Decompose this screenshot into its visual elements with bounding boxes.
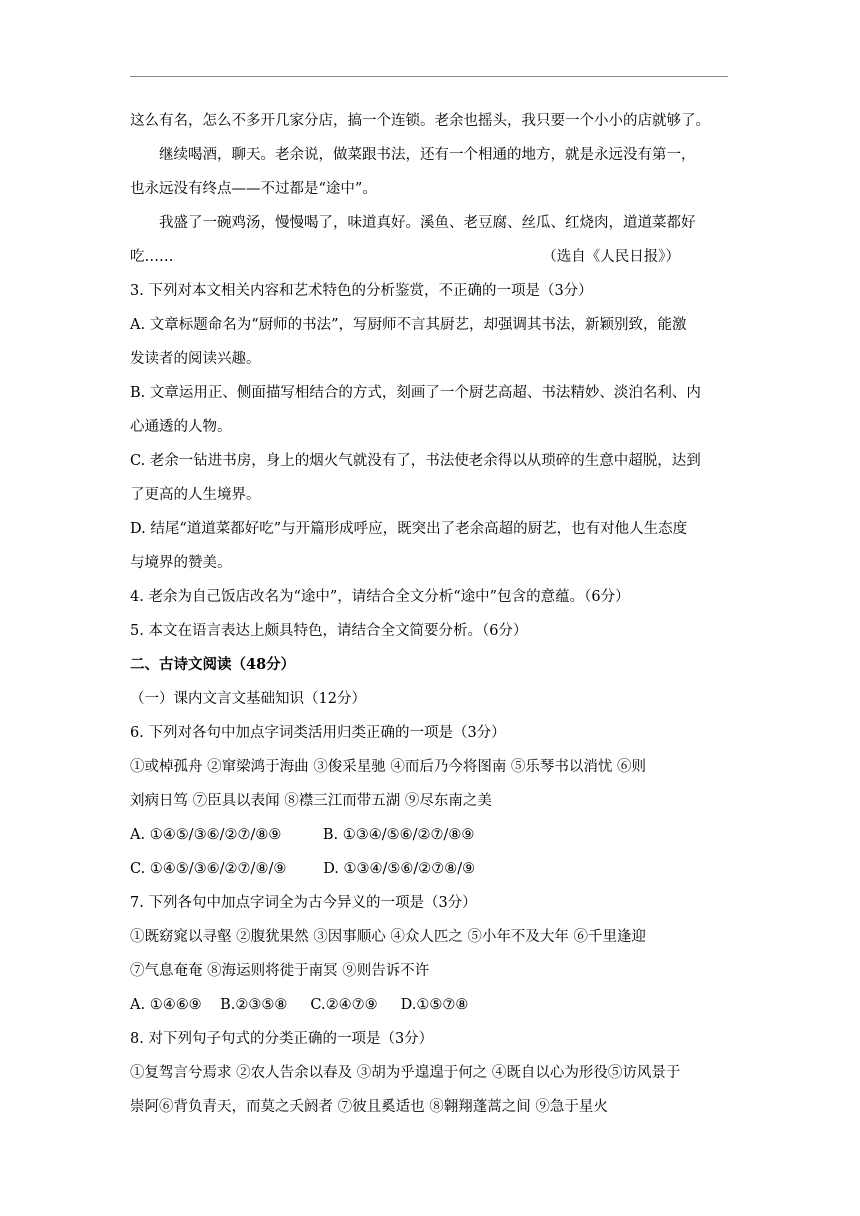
sentence-list: 崇阿⑥背负青天，而莫之夭阏者 ⑦彼且奚适也 ⑧翱翔蓬蒿之间 ⑨急于星火 (130, 1099, 608, 1115)
option-line: 发读者的阅读兴趣。 (130, 351, 261, 367)
sentence-list: ①或棹孤舟 ②窜梁鸿于海曲 ③俊采星驰 ④而后乃今将图南 ⑤乐琴书以消忧 ⑥则 (130, 759, 647, 775)
document-body (130, 104, 730, 1124)
answer-choices: A. ①④⑤/③⑥/②⑦/⑧⑨ B. ①③④/⑤⑥/②⑦/⑧⑨ (130, 827, 475, 843)
option-line: 与境界的赞美。 (130, 555, 232, 571)
answer-choices: A. ①④⑥⑨ B.②③⑤⑧ C.②④⑦⑨ D.①⑤⑦⑧ (130, 997, 469, 1013)
subsection-heading: （一）课内文言文基础知识（12分） (130, 691, 366, 707)
sentence-list: 刘病日笃 ⑦臣具以表闻 ⑧襟三江而带五湖 ⑨尽东南之美 (130, 793, 492, 809)
option-line: 了更高的人生境界。 (130, 487, 261, 503)
source-citation: （选自《人民日报》） (542, 249, 680, 265)
sentence-list: ⑦气息奄奄 ⑧海运则将徙于南冥 ⑨则告诉不许 (130, 963, 430, 979)
text-line: 继续喝酒，聊天。老余说，做菜跟书法，还有一个相通的地方，就是永远没有第一， (159, 147, 696, 163)
question-5: 5. 本文在语言表达上颇具特色，请结合全文简要分析。（6分） (130, 623, 528, 639)
question-7: 7. 下列各句中加点字词全为古今异义的一项是（3分） (130, 895, 477, 911)
section-heading: 二、古诗文阅读（48分） (130, 656, 296, 673)
question-6: 6. 下列对各句中加点字词类活用归类正确的一项是（3分） (130, 725, 506, 741)
text-line: 我盛了一碗鸡汤，慢慢喝了，味道真好。溪鱼、老豆腐、丝瓜、红烧肉，道道菜都好 (159, 215, 696, 231)
header-rule (130, 76, 728, 77)
sentence-list: ①复驾言兮焉求 ②农人告余以春及 ③胡为乎遑遑于何之 ④既自以心为形役⑤访风景于 (130, 1065, 681, 1081)
question-3: 3. 下列对本文相关内容和艺术特色的分析鉴赏，不正确的一项是（3分） (130, 283, 593, 299)
text-line: 这么有名，怎么不多开几家分店，搞一个连锁。老余也摇头，我只要一个小小的店就够了。 (130, 113, 710, 129)
option-line: 心通透的人物。 (130, 419, 232, 435)
option-line: C. 老余一钻进书房，身上的烟火气就没有了，书法使老余得以从琐碎的生意中超脱，达到 (130, 453, 701, 469)
answer-choices: C. ①④⑤/③⑥/②⑦/⑧/⑨ D. ①③④/⑤⑥/②⑦⑧/⑨ (130, 861, 476, 877)
text-line: 也永远没有终点——不过都是“途中”。 (130, 181, 377, 197)
sentence-list: ①既窈窕以寻壑 ②腹犹果然 ③因事顺心 ④众人匹之 ⑤小年不及大年 ⑥千里逢迎 (130, 929, 647, 945)
option-line: D. 结尾“道道菜都好吃”与开篇形成呼应，既突出了老余高超的厨艺，也有对他人生态度 (130, 521, 688, 537)
text-line: 吃…… (130, 249, 174, 265)
question-4: 4. 老余为自己饭店改名为“途中”，请结合全文分析“途中”包含的意蕴。（6分） (130, 589, 630, 605)
text-line-with-source (130, 240, 730, 274)
option-line: B. 文章运用正、侧面描写相结合的方式，刻画了一个厨艺高超、书法精妙、淡泊名利、内 (130, 385, 701, 401)
question-8: 8. 对下列句子句式的分类正确的一项是（3分） (130, 1031, 434, 1047)
option-line: A. 文章标题命名为“厨师的书法”，写厨师不言其厨艺，却强调其书法，新颖别致，能激 (130, 317, 687, 333)
